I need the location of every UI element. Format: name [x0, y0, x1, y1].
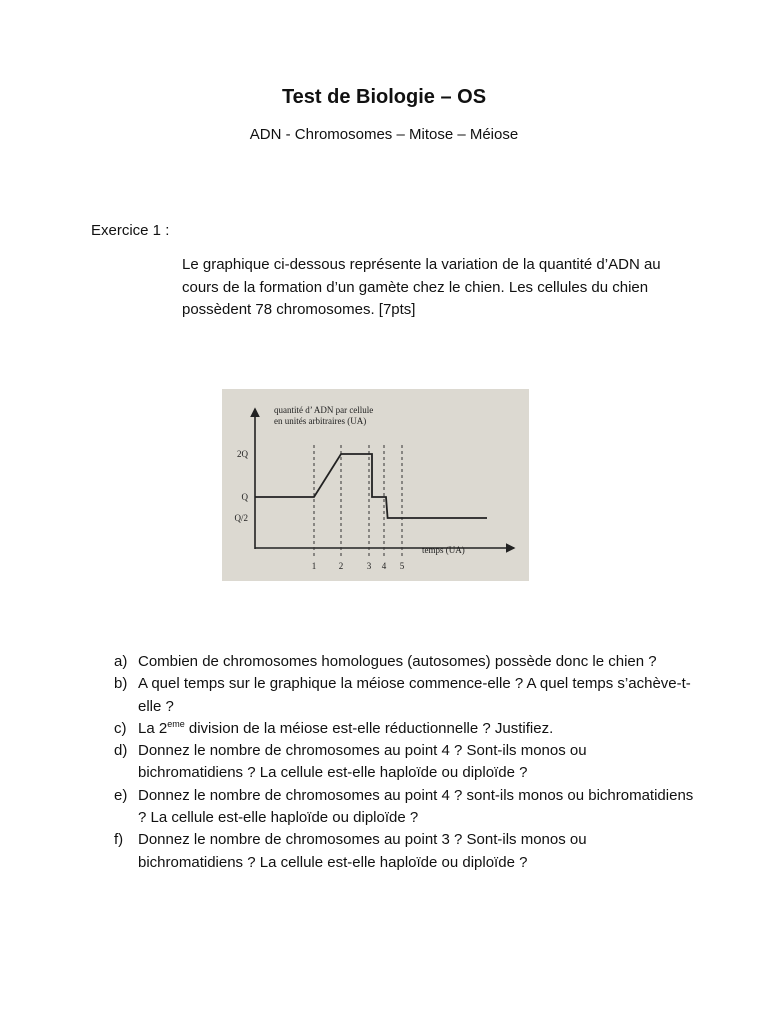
question-letter: c) [114, 719, 127, 737]
y-tick-label: Q/2 [234, 513, 248, 523]
x-axis-label: temps (UA) [422, 545, 465, 555]
dna-quantity-line [255, 454, 487, 518]
question-list [114, 651, 694, 874]
superscript: eme [167, 718, 185, 729]
time-mark-label: 1 [311, 561, 317, 571]
question-letter: e) [114, 786, 128, 804]
question-text: Donnez le nombre de chromosomes au point 3 ? Sont-ils monos ou bichromatidiens ? La cellule est-elle haploïde ou diploïde ? [138, 831, 587, 871]
question-item [114, 651, 694, 673]
time-mark-label: 2 [338, 561, 344, 571]
question-item [114, 740, 694, 785]
question-text: La 2eme division de la méiose est-elle réductionnelle ? Justifiez. [138, 718, 554, 737]
page-title: Test de Biologie – OS [281, 86, 487, 108]
question-text: Donnez le nombre de chromosomes au point 4 ? Sont-ils monos ou bichromatidiens ? La cellule est-elle haploïde ou diploïde ? [138, 742, 587, 782]
y-tick-label: Q [241, 492, 248, 502]
time-mark-label: 5 [399, 561, 405, 571]
question-letter: f) [114, 831, 124, 849]
exercise-label: Exercice 1 : [91, 222, 170, 239]
time-mark-label: 4 [381, 561, 387, 571]
y-axis-label-line2: en unités arbitraires (UA) [274, 416, 367, 426]
dna-quantity-chart [222, 389, 529, 581]
y-tick-label: 2Q [237, 449, 248, 459]
y-axis-label-line1: quantité d’ ADN par cellule [274, 405, 374, 415]
question-text: A quel temps sur le graphique la méiose commence-elle ? A quel temps s’achève-t-elle ? [138, 675, 691, 715]
exercise-intro: Le graphique ci-dessous représente la variation de la quantité d’ADN au cours de la formation d’un gamète chez le chien. Les cellules du chien possèdent 78 chromosomes. [7pts] [182, 256, 661, 318]
question-text: Donnez le nombre de chromosomes au point 4 ? sont-ils monos ou bichromatidiens ? La cellule est-elle haploïde ou diploïde ? [138, 786, 694, 827]
question-text: Combien de chromosomes homologues (autosomes) possède donc le chien ? [138, 653, 657, 670]
question-item [114, 673, 694, 718]
question-letter: d) [114, 742, 128, 760]
question-item [114, 785, 694, 830]
question-item [114, 718, 694, 740]
question-letter: a) [114, 653, 128, 670]
time-mark-label: 3 [366, 561, 372, 571]
question-letter: b) [114, 675, 128, 693]
page-subtitle: ADN - Chromosomes – Mitose – Méiose [249, 126, 519, 143]
question-item [114, 829, 694, 874]
